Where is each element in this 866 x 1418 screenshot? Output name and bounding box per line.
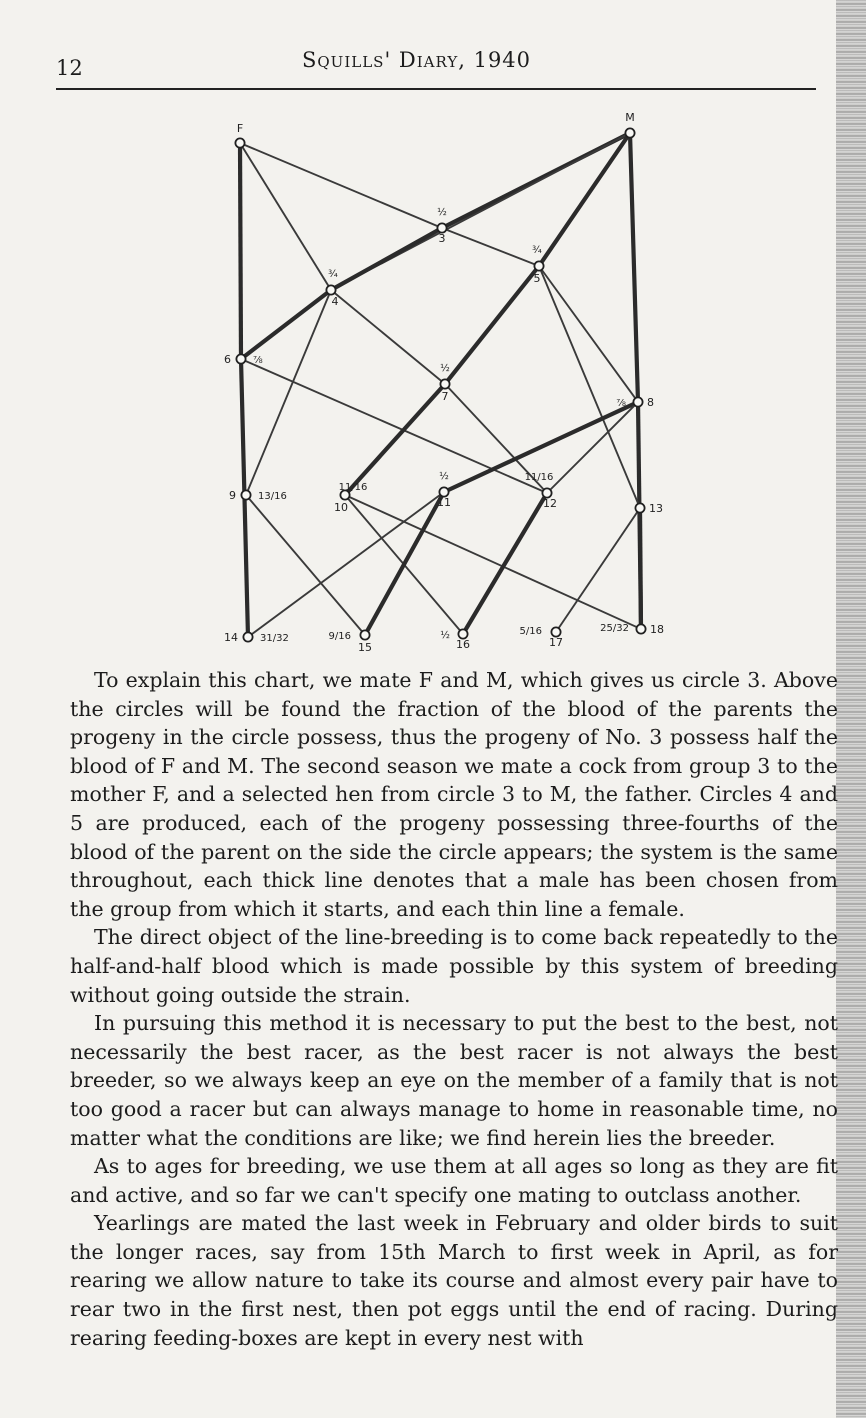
edge-13-17 — [556, 508, 640, 632]
nodes-layer — [224, 111, 664, 654]
node-18 — [636, 624, 645, 633]
node-label-5: 5 — [533, 272, 541, 285]
edge-10-18 — [345, 495, 641, 629]
page-header — [56, 44, 816, 94]
edge-M-8 — [630, 133, 638, 402]
body-text — [70, 666, 838, 1352]
node-fraction-18: 25/32 — [600, 623, 629, 634]
paragraph-1: To explain this chart, we mate F and M, which gives us circle 3. Above the circles will be found the fraction of the blood of the parents the progeny in the circle possess, thus the progeny of No. 3 possess half the blood of F and M. The second season we mate a cock from group 3 to the mother F, and a selected hen from circle 3 to M, the father. Circles 4 and 5 are produced, each of the progeny possessing three-fourths of the blood of the parent on the side the circle appears; the system is the same throughout, each thick line denotes that a male has been chosen from the group from which it starts, and each thin line a female. — [70, 668, 838, 921]
node-6 — [236, 354, 245, 363]
edge-5-13 — [539, 266, 640, 508]
node-label-7: 7 — [441, 390, 449, 403]
node-fraction-10: 11/16 — [338, 482, 368, 493]
node-M — [625, 128, 634, 137]
node-4 — [326, 285, 335, 294]
edge-13-18 — [640, 508, 641, 629]
node-label-M: M — [625, 111, 635, 124]
edge-9-15 — [246, 495, 365, 635]
line-breeding-chart — [208, 108, 678, 668]
node-label-6: 6 — [224, 353, 231, 366]
breeding-diagram — [208, 108, 678, 668]
node-label-9: 9 — [229, 489, 236, 502]
node-label-15: 15 — [358, 641, 372, 654]
node-F — [235, 138, 244, 147]
node-label-3: 3 — [438, 232, 446, 245]
edge-4-7 — [331, 290, 445, 384]
node-fraction-9: 13/16 — [258, 491, 287, 502]
edge-5-7 — [445, 266, 539, 384]
node-fraction-14: 31/32 — [260, 633, 289, 644]
node-label-17: 17 — [549, 636, 563, 649]
node-fraction-4: ¾ — [328, 269, 338, 280]
node-label-13: 13 — [649, 502, 663, 515]
node-label-4: 4 — [331, 295, 339, 308]
edge-11-15 — [365, 492, 444, 635]
page-number: 12 — [56, 56, 83, 80]
node-label-10: 10 — [334, 501, 348, 514]
edge-8-12 — [547, 402, 638, 493]
edge-M-5 — [539, 133, 630, 266]
edge-3-5 — [442, 228, 539, 266]
paragraph-4: As to ages for breeding, we use them at all ages so long as they are fit and active, and so far we can't specify one mating to outclass another. — [70, 1154, 838, 1207]
node-13 — [635, 503, 644, 512]
node-fraction-17: 5/16 — [519, 626, 542, 637]
edge-F-6 — [240, 143, 241, 359]
running-title: Squills' Diary, 1940 — [302, 48, 532, 72]
node-fraction-7: ½ — [440, 363, 450, 374]
node-fraction-5: ¾ — [532, 245, 542, 256]
edge-7-10 — [345, 384, 445, 495]
node-fraction-16: ½ — [440, 630, 450, 641]
edge-3-4 — [331, 228, 442, 290]
paragraph-2: The direct object of the line-breeding is to come back repeatedly to the half-and-half blood which is made possible by this system of breeding without going outside the strain. — [70, 925, 838, 1007]
node-15 — [360, 630, 369, 639]
edge-5-8 — [539, 266, 638, 402]
node-9 — [241, 490, 250, 499]
node-fraction-11: ½ — [439, 471, 449, 482]
node-label-14: 14 — [224, 631, 238, 644]
node-label-11: 11 — [437, 496, 451, 509]
edge-F-4 — [240, 143, 331, 290]
node-label-12: 12 — [543, 497, 557, 510]
header-rule — [56, 88, 816, 90]
page-edge — [836, 0, 866, 1418]
node-label-8: 8 — [647, 396, 654, 409]
node-fraction-12: 11/16 — [524, 472, 554, 483]
edge-12-16 — [463, 493, 547, 634]
paragraph-3: In pursuing this method it is necessary to put the best to the best, not necessarily the best racer, as the best racer is not always the best breeder, so we always keep an eye on the member of a family that is not too good a racer but can always manage to home in reasonable time, no matter what the conditions are like; we find herein lies the breeder. — [70, 1011, 838, 1150]
node-5 — [534, 261, 543, 270]
node-7 — [440, 379, 449, 388]
node-label-18: 18 — [650, 623, 664, 636]
node-label-F: F — [236, 122, 244, 135]
node-14 — [243, 632, 252, 641]
node-fraction-6: ⅞ — [253, 355, 263, 366]
edge-F-3 — [240, 143, 442, 228]
node-fraction-3: ½ — [437, 207, 447, 218]
node-label-16: 16 — [456, 638, 470, 651]
node-fraction-8: ⅞ — [616, 398, 626, 409]
edge-6-12 — [241, 359, 547, 493]
node-fraction-15: 9/16 — [328, 631, 351, 642]
node-8 — [633, 397, 642, 406]
paragraph-5: Yearlings are mated the last week in February and older birds to suit the longer races, say from 15th March to first week in April, as for rearing we allow nature to take its course and almost every pair have to rear two in the first nest, then pot eggs until the end of racing. During rearing feeding-boxes are kept in every nest with — [70, 1211, 838, 1350]
